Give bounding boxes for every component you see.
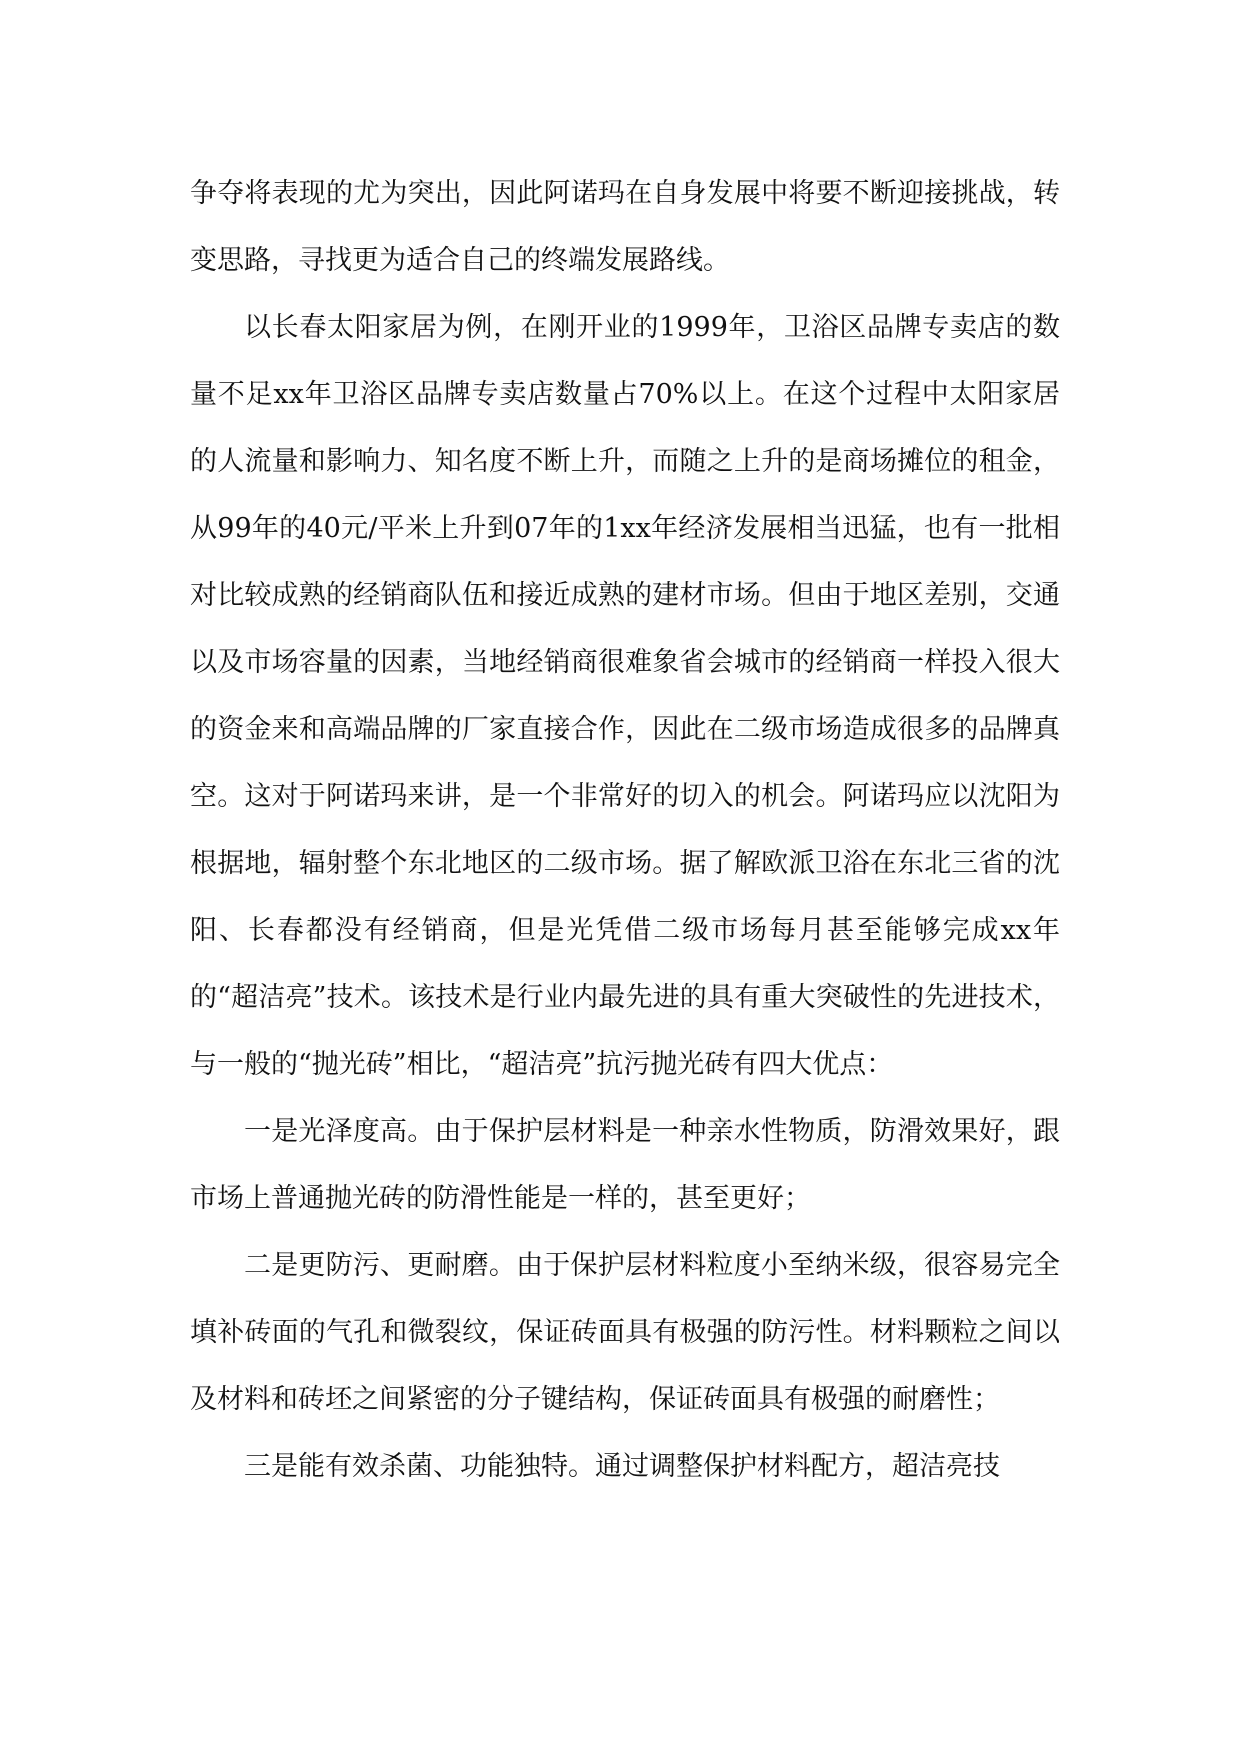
paragraph-2: 以长春太阳家居为例，在刚开业的1999年，卫浴区品牌专卖店的数量不足xx年卫浴区品牌专卖店数量占70%以上。在这个过程中太阳家居的人流量和影响力、知名度不断上升，而随之上升的是商场摊位的租金，从99年的40元/平米上升到07年的1xx年经济发展相当迅猛，也有一批相对比较成熟的经销商队伍和接近成熟的建材市场。但由于地区差别，交通以及市场容量的因素，当地经销商很难象省会城市的经销商一样投入很大的资金来和高端品牌的厂家直接合作，因此在二级市场造成很多的品牌真空。这对于阿诺玛来讲，是一个非常好的切入的机会。阿诺玛应以沈阳为根据地，辐射整个东北地区的二级市场。据了解欧派卫浴在东北三省的沈阳、长春都没有经销商，但是光凭借二级市场每月甚至能够完成xx年的“超洁亮”技术。该技术是行业内最先进的具有重大突破性的先进技术，与一般的“抛光砖”相比，“超洁亮”抗污抛光砖有四大优点： — [190, 312, 1060, 1080]
paragraph-3: 一是光泽度高。由于保护层材料是一种亲水性物质，防滑效果好，跟市场上普通抛光砖的防滑性能是一样的，甚至更好； — [190, 1116, 1060, 1214]
paragraph-1: 争夺将表现的尤为突出，因此阿诺玛在自身发展中将要不断迎接挑战，转变思路，寻找更为适合自己的终端发展路线。 — [190, 178, 1060, 276]
paragraph-4: 二是更防污、更耐磨。由于保护层材料粒度小至纳米级，很容易完全填补砖面的气孔和微裂纹，保证砖面具有极强的防污性。材料颗粒之间以及材料和砖坯之间紧密的分子键结构，保证砖面具有极强的耐磨性； — [190, 1250, 1060, 1415]
document-body — [190, 160, 1060, 1500]
paragraph-5: 三是能有效杀菌、功能独特。通过调整保护材料配方，超洁亮技 — [244, 1451, 1000, 1482]
